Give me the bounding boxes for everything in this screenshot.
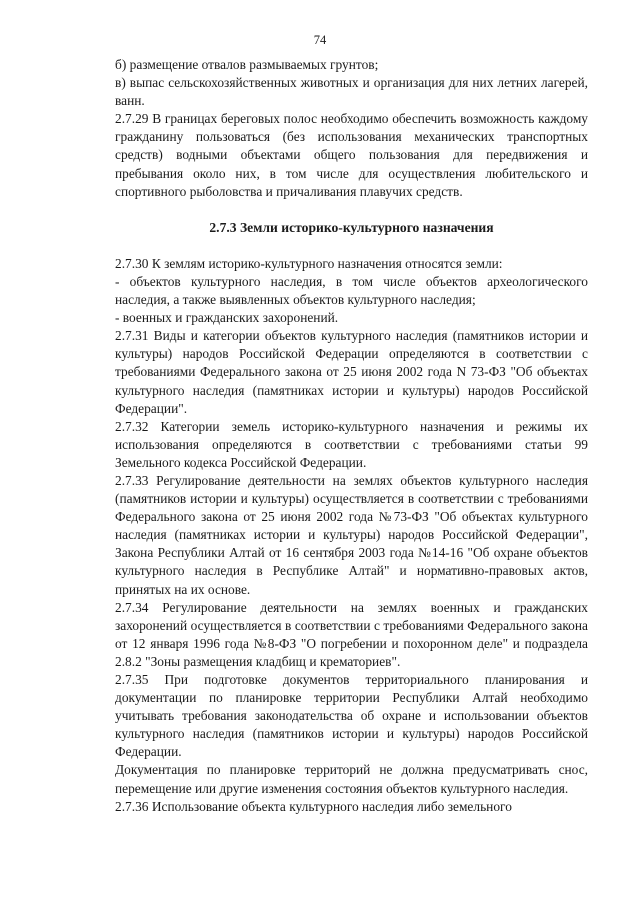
list-item-burials: - военных и гражданских захоронений.	[115, 310, 339, 326]
document-body	[115, 56, 588, 816]
paragraph-2-7-34: 2.7.34 Регулирование деятельности на землях военных и гражданских захоронений осуществляется в соответствии с требованиями Федерального закона от 12 января 1996 года №8-ФЗ "О погребении и похоронном деле" и подраздела 2.8.2 "Зоны размещения кладбищ и крематориев".	[115, 599, 588, 669]
paragraph-2-7-30: 2.7.30 К землям историко-культурного назначения относятся земли:	[115, 255, 503, 271]
paragraph-2-7-31: 2.7.31 Виды и категории объектов культурного наследия (памятников истории и культуры) народов Российской Федерации определяются в соответствии с требованиями Федерального закона от 25 июня 2002 года N 73-ФЗ "Об объектах культурного наследия (памятниках истории и культуры) народов Российской Федерации".	[115, 328, 588, 416]
paragraph-2-7-32: 2.7.32 Категории земель историко-культурного назначения и режимы их использования определяются в соответствии с требованиями статьи 99 Земельного кодекса Российской Федерации.	[115, 418, 588, 470]
paragraph-2-7-36: 2.7.36 Использование объекта культурного наследия либо земельного	[115, 798, 512, 814]
page-number: 74	[313, 33, 327, 47]
section-heading: 2.7.3 Земли историко-культурного назначения	[209, 219, 494, 235]
paragraph-item-b: б) размещение отвалов размываемых грунтов;	[115, 57, 379, 72]
paragraph-item-v: в) выпас сельскохозяйственных животных и организация для них летних лагерей, ванн.	[115, 75, 588, 109]
paragraph-2-7-33: 2.7.33 Регулирование деятельности на землях объектов культурного наследия (памятников истории и культуры) осуществляется в соответствии с требованиями Федерального закона от 25 июня 2002 года №73-ФЗ "Об объектах культурного наследия (памятниках истории и культуры) народов Российской Федерации", Закона Республики Алтай от 16 сентября 2003 года №14-16 "Об охране объектов культурного наследия в Республике Алтай" и нормативно-правовых актов, принятых на их основе.	[115, 472, 588, 597]
paragraph-documentation: Документация по планировке территорий не должна предусматривать снос, перемещение или другие изменения состояния объектов культурного наследия.	[115, 762, 588, 796]
list-item-cultural-heritage: - объектов культурного наследия, в том числе объектов археологического наследия, а также выявленных объектов культурного наследия;	[115, 273, 588, 308]
paragraph-2-7-35: 2.7.35 При подготовке документов территориального планирования и документации по планировке территории Республики Алтай необходимо учитывать требования законодательства об охране и использовании объектов культурного наследия (памятников истории и культуры) народов Российской Федерации.	[115, 672, 588, 760]
paragraph-2-7-29: 2.7.29 В границах береговых полос необходимо обеспечить возможность каждому гражданину пользоваться (без использования механических транспортных средств) водными объектами общего пользования для передвижения и пребывания около них, в том числе для осуществления любительского и спортивного рыболовства и причаливания плавучих средств.	[115, 111, 588, 199]
